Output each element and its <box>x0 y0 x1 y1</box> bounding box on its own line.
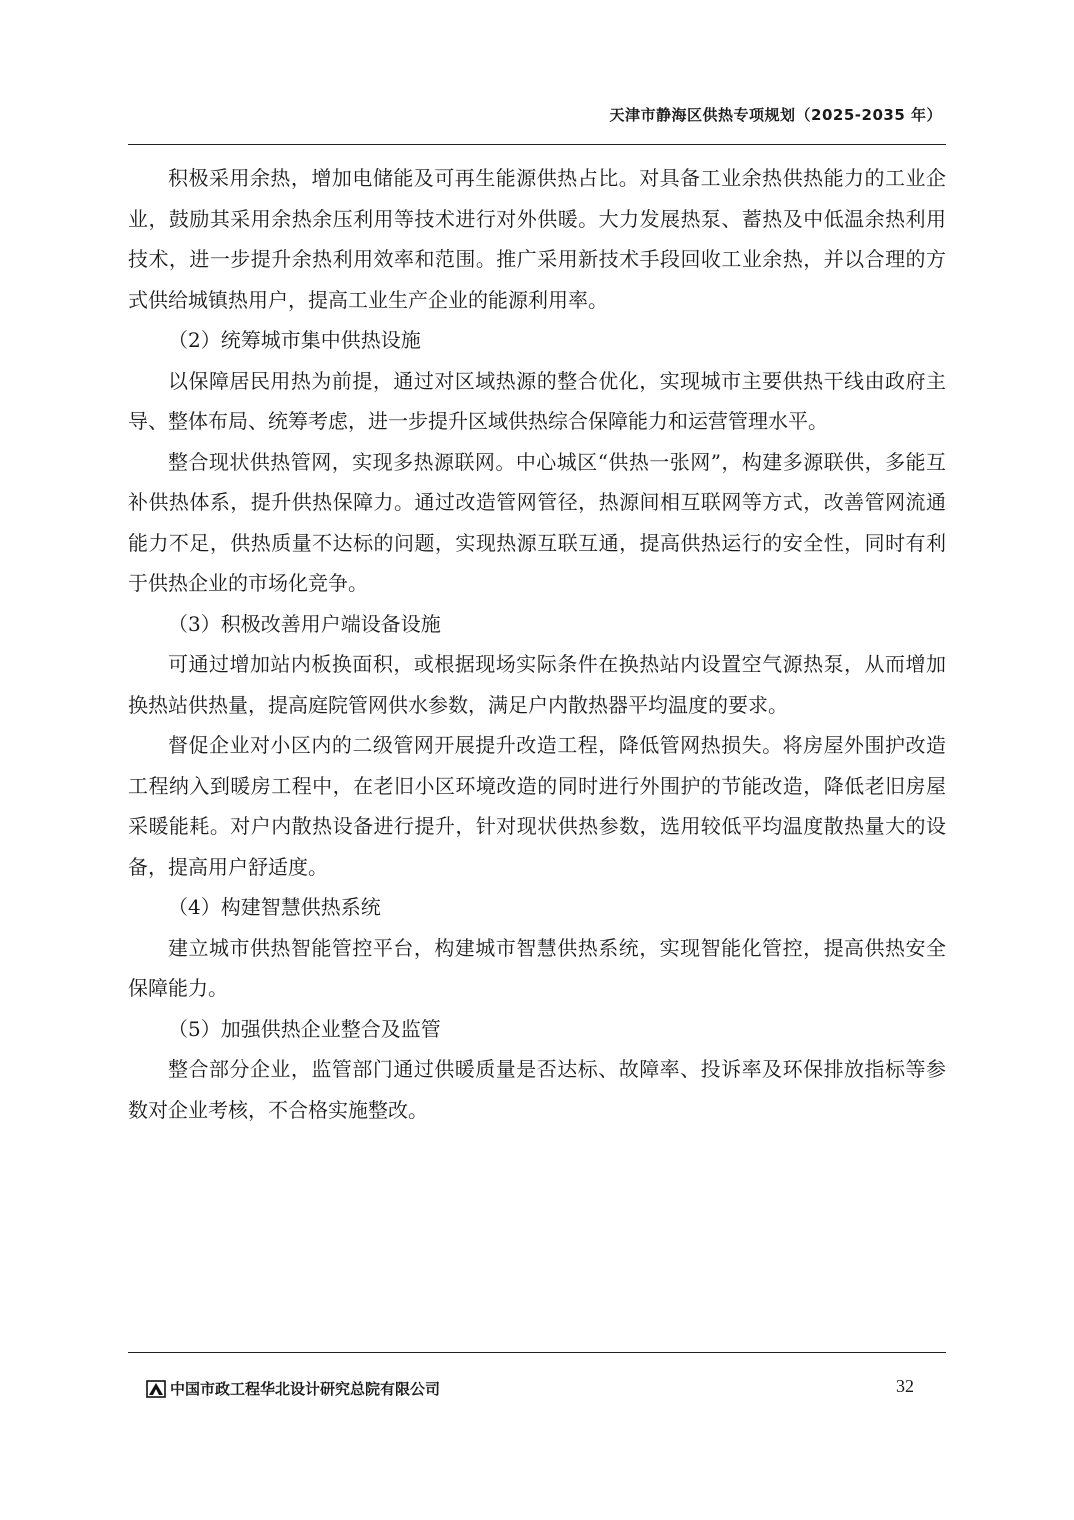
section-heading-5: （5）加强供热企业整合及监管 <box>168 1016 441 1041</box>
section-heading-2: （2）统筹城市集中供热设施 <box>168 328 421 352</box>
paragraph-smart-heating: 建立城市供热智能管控平台，构建城市智慧供热系统，实现智能化管控，提高供热安全保障能力。 <box>128 935 946 1000</box>
paragraph-heat-source-integration: 以保障居民用热为前提，通过对区域热源的整合优化，实现城市主要供热干线由政府主导、整体布局、统筹考虑，进一步提升区域供热综合保障能力和运营管理水平。 <box>128 368 946 433</box>
paragraph-station-upgrade: 可通过增加站内板换面积，或根据现场实际条件在换热站内设置空气源热泵，从而增加换热站供热量，提高庭院管网供水参数，满足户内散热器平均温度的要求。 <box>128 652 946 717</box>
organization-name: 中国市政工程华北设计研究总院有限公司 <box>170 1380 441 1398</box>
section-heading-3: （3）积极改善用户端设备设施 <box>168 611 441 636</box>
company-logo-icon <box>146 1380 166 1398</box>
document-header-title: 天津市静海区供热专项规划（2025-2035 年） <box>609 106 942 124</box>
footer-divider <box>128 1352 946 1353</box>
paragraph-secondary-network: 督促企业对小区内的二级管网开展提升改造工程，降低管网热损失。将房屋外围护改造工程纳入到暖房工程中，在老旧小区环境改造的同时进行外围护的节能改造，降低老旧房屋采暖能耗。对户内散热设备进行提升，针对现状供热参数，选用较低平均温度散热量大的设备，提高用户舒适度。 <box>128 733 946 879</box>
header-divider <box>128 144 946 145</box>
document-body <box>128 158 946 1130</box>
paragraph-supervision: 整合部分企业，监管部门通过供暖质量是否达标、故障率、投诉率及环保排放指标等参数对企业考核，不合格实施整改。 <box>128 1057 946 1122</box>
page-number: 32 <box>896 1376 914 1396</box>
footer-organization <box>146 1378 440 1399</box>
paragraph-waste-heat: 积极采用余热，增加电储能及可再生能源供热占比。对具备工业余热供热能力的工业企业，鼓励其采用余热余压利用等技术进行对外供暖。大力发展热泵、蓄热及中低温余热利用技术，进一步提升余热利用效率和范围。推广采用新技术手段回收工业余热，并以合理的方式供给城镇热用户，提高工业生产企业的能源利用率。 <box>128 166 946 312</box>
section-heading-4: （4）构建智慧供热系统 <box>168 895 381 919</box>
paragraph-network-integration: 整合现状供热管网，实现多热源联网。中心城区“供热一张网”，构建多源联供，多能互补供热体系，提升供热保障力。通过改造管网管径，热源间相互联网等方式，改善管网流通能力不足，供热质量不达标的问题，实现热源互联互通，提高供热运行的安全性，同时有利于供热企业的市场化竞争。 <box>128 449 946 595</box>
